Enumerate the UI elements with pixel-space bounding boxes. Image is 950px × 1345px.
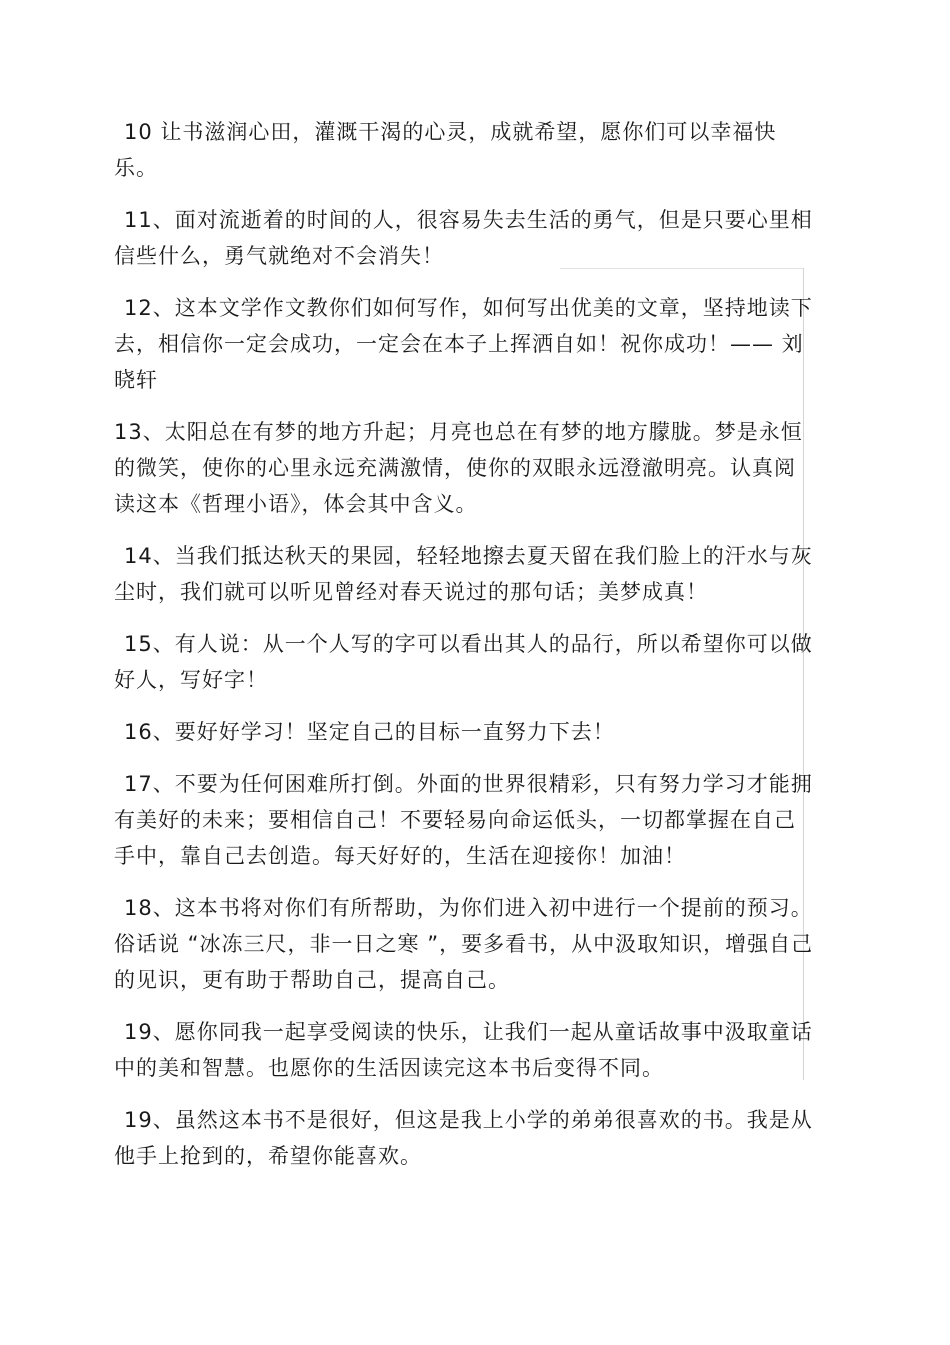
paragraph-text: 、当我们抵达秋天的果园，轻轻地擦去夏天留在我们脸上的汗水与灰尘时，我们就可以听见曾经对春天说过的那句话；美梦成真！ (114, 544, 813, 604)
paragraph-text: 、面对流逝着的时间的人，很容易失去生活的勇气，但是只要心里相信些什么，勇气就绝对不会消失！ (114, 208, 813, 268)
paragraph-number: 14 (124, 544, 153, 568)
paragraph-number: 18 (124, 896, 153, 920)
paragraph-number: 17 (124, 772, 153, 796)
paragraph-text: 、愿你同我一起享受阅读的快乐，让我们一起从童话故事中汲取童话中的美和智慧。也愿你的生活因读完这本书后变得不同。 (114, 1020, 813, 1080)
paragraph-14 (114, 538, 814, 610)
paragraph-number: 19 (124, 1020, 153, 1044)
paragraph-text: 、有人说：从一个人写的字可以看出其人的品行，所以希望你可以做好人，写好字！ (114, 632, 813, 692)
paragraph-number: 13 (114, 420, 143, 444)
paragraph-18 (114, 890, 814, 998)
paragraph-text: 让书滋润心田，灌溉干渴的心灵，成就希望，愿你们可以幸福快乐。 (114, 120, 777, 180)
paragraph-text: 、虽然这本书不是很好，但这是我上小学的弟弟很喜欢的书。我是从他手上抢到的，希望你能喜欢。 (114, 1108, 813, 1168)
paragraph-19a (114, 1014, 814, 1086)
paragraph-19b (114, 1102, 814, 1174)
paragraph-text: 、不要为任何困难所打倒。外面的世界很精彩，只有努力学习才能拥有美好的未来；要相信自己！不要轻易向命运低头，一切都掌握在自己手中，靠自己去创造。每天好好的，生活在迎接你！加油！ (114, 772, 813, 868)
paragraph-number: 16 (124, 720, 153, 744)
paragraph-12 (114, 290, 814, 398)
paragraph-number: 10 (124, 120, 153, 144)
paragraph-number: 19 (124, 1108, 153, 1132)
paragraph-number: 15 (124, 632, 153, 656)
paragraph-13 (114, 414, 814, 522)
paragraph-text: 、这本文学作文教你们如何写作，如何写出优美的文章，坚持地读下去，相信你一定会成功，一定会在本子上挥洒自如！祝你成功！—— 刘晓轩 (114, 296, 813, 392)
paragraph-text: 、这本书将对你们有所帮助，为你们进入初中进行一个提前的预习。俗话说 “冰冻三尺，非一日之寒 ”，要多看书，从中汲取知识，增强自己的见识，更有助于帮助自己，提高自己。 (114, 896, 814, 992)
paragraph-number: 12 (124, 296, 153, 320)
paragraph-text: 、要好好学习！坚定自己的目标一直努力下去！ (152, 720, 615, 744)
paragraph-16 (114, 714, 814, 750)
paragraph-15 (114, 626, 814, 698)
paragraph-list (114, 114, 814, 1190)
paragraph-text: 、太阳总在有梦的地方升起；月亮也总在有梦的地方朦胧。梦是永恒的微笑，使你的心里永远充满激情，使你的双眼永远澄澈明亮。认真阅读这本《哲理小语》，体会其中含义。 (114, 420, 803, 516)
paragraph-10 (114, 114, 814, 186)
paragraph-number: 11 (124, 208, 153, 232)
paragraph-17 (114, 766, 814, 874)
paragraph-11 (114, 202, 814, 274)
